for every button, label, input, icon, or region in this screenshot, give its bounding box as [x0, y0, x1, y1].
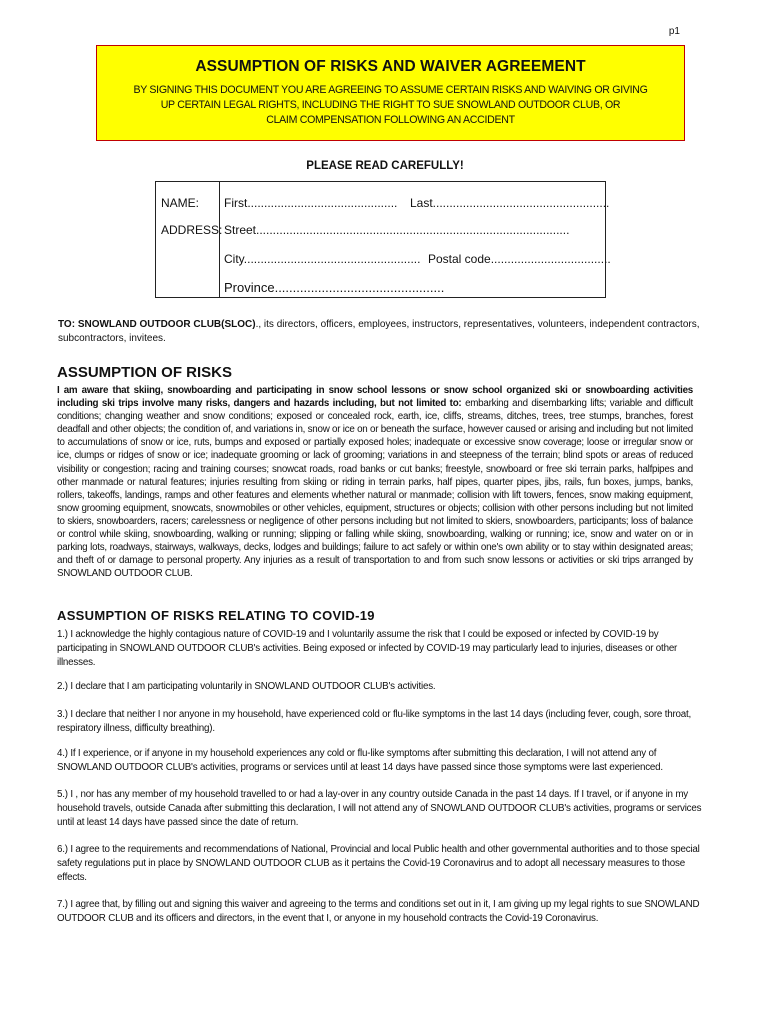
- name-label: NAME:: [161, 196, 200, 210]
- assumption-paragraph: [57, 384, 693, 580]
- please-read-heading: PLEASE READ CAREFULLY!: [306, 160, 464, 172]
- last-name-field[interactable]: Last.....................................................: [410, 196, 610, 210]
- assumption-heading: ASSUMPTION OF RISKS: [57, 364, 233, 381]
- assumption-body: embarking and disembarking lifts; variable and difficult conditions; changing weather and snow conditions; exposed or concealed rock, earth, ice, cliffs, streams, ditches, trees, tree stumps, branches, forest deadfall and other objects; the condition of, and variations in, snow or ice on or beneath the surface, however caused or arising and including but not limited to accumulations of snow or ice, ruts, bumps and exposed or partially exposed holes; inadequate or excessive snow coverage; loose or irregular snow or ice, clumps or ridges of snow or ice; inadequate grooming or lack of grooming; variations in and steepness of the terrain; blind spots or areas of reduced visibility or congestion; racing and training courses; snowcat roads, road banks or cut banks; freestyle, snowboard or free ski terrain parks, halfpipes and other manmade or natural features; injuries resulting from skiing or riding in terrain parks, half pipes, quarter pipes, jibs, rails, fun boxes, jumps, banks, rollers, takeoffs, landings, ramps and other features and elements whether natural or manmade; collision with lift towers, fences, snow making equipment, snow grooming equipment, snowcats, snowmobiles or other vehicles, equipment, structures or objects; collision with other persons including but not limited to skiers, snowboarders, racers; carelessness or negligence of other persons including but not limited to skiers, snowboarders, participants; loss of balance or control while skiing, snowboarding, walking or running; slipping or falling while skiing, snowboarding, walking or running; ice, snow and water on or in parking lots, roadways, stairways, walkways, decks, lodges and buildings; failure to act safely or within one's own ability or to stay within designated areas; and theft of or damage to personal property. Any injuries as a result of transportation to and from such snow lessons or activities or ski trips arranged by SNOWLAND OUTDOOR CLUB.: [57, 398, 693, 580]
- banner-line-2: UP CERTAIN LEGAL RIGHTS, INCLUDING THE RIGHT TO SUE SNOWLAND OUTDOOR CLUB, OR: [160, 99, 621, 111]
- banner-line-3: CLAIM COMPENSATION FOLLOWING AN ACCIDENT: [266, 114, 515, 126]
- assumption-intro: I am aware that skiing, snowboarding and participating in snow school lessons or snow school organized ski or snowboarding activities including ski trips involve many risks, dangers and hazards including, but not limited to:: [57, 385, 693, 410]
- contact-form-box: [155, 181, 611, 298]
- address-label: ADDRESS:: [161, 223, 223, 237]
- banner-line-1: BY SIGNING THIS DOCUMENT YOU ARE AGREEING TO ASSUME CERTAIN RISKS AND WAIVING OR GIVING: [133, 84, 648, 96]
- covid-item-5: 5.) I , nor has any member of my household travelled to or had a lay-over in any country outside Canada in the past 14 days. If I travel, or if anyone in my household travels, outside Canada after submitting this declaration, I will not attend any of SNOWLAND OUTDOOR CLUB's activities, programs or services until at least 14 days have passed since the date of return.: [57, 789, 702, 828]
- covid-item-3: 3.) I declare that neither I nor anyone in my household, have experienced cold or flu-like symptoms in the last 14 days (including fever, cough, sore throat, respiratory illness, difficulty breathing).: [57, 709, 692, 734]
- covid-item-2: 2.) I declare that I am participating voluntarily in SNOWLAND OUTDOOR CLUB's activities.: [57, 681, 436, 692]
- covid-item-6: 6.) I agree to the requirements and recommendations of National, Provincial and local Public health and other governmental authorities and to those special safety regulations put in place by SNOWLAND OUTDOOR CLUB as it pertains the Covid-19 Coronavirus and to adopt all necessary measures to those effects.: [57, 844, 700, 883]
- banner-title: ASSUMPTION OF RISKS AND WAIVER AGREEMENT: [195, 58, 586, 75]
- recipient-rest: ., its directors, officers, employees, instructors, representatives, volunteers, independent contractors,: [255, 319, 700, 330]
- first-name-field[interactable]: First.............................................: [224, 196, 398, 210]
- recipient-statement: [58, 318, 708, 346]
- covid-item-4: 4.) If I experience, or if anyone in my household experiences any cold or flu-like symptoms after submitting this declaration, I will not attend any of SNOWLAND OUTDOOR CLUB's activities, programs or services until at least 14 days have passed since those symptoms were last experienced.: [57, 748, 663, 773]
- form-divider: [219, 182, 220, 297]
- province-field[interactable]: Province...............................................: [224, 280, 445, 295]
- covid-item-1: 1.) I acknowledge the highly contagious nature of COVID-19 and I voluntarily assume the risk that I could be exposed or infected by COVID-19 by participating in SNOWLAND OUTDOOR CLUB's activities. Being exposed or infected by COVID-19 may particularly lead to injuries, diseases or other illnesses.: [57, 629, 678, 668]
- recipient-name: TO: SNOWLAND OUTDOOR CLUB(SLOC): [58, 319, 256, 330]
- waiver-banner: [96, 45, 685, 141]
- page-number: p1: [668, 26, 680, 37]
- covid-heading: ASSUMPTION OF RISKS RELATING TO COVID-19: [57, 608, 375, 623]
- street-field[interactable]: Street..............................................................................................: [224, 223, 570, 237]
- city-field[interactable]: City.....................................................: [224, 252, 421, 266]
- covid-item-7: 7.) I agree that, by filling out and signing this waiver and agreeing to the terms and conditions set out in it, I am giving up my legal rights to sue SNOWLAND OUTDOOR CLUB and its officers and directors, in the event that I, or anyone in my household contracts the Covid-19 Coronavirus.: [57, 899, 700, 924]
- postal-code-field[interactable]: Postal code....................................: [428, 252, 611, 266]
- recipient-line-2: subcontractors, invitees.: [58, 333, 166, 344]
